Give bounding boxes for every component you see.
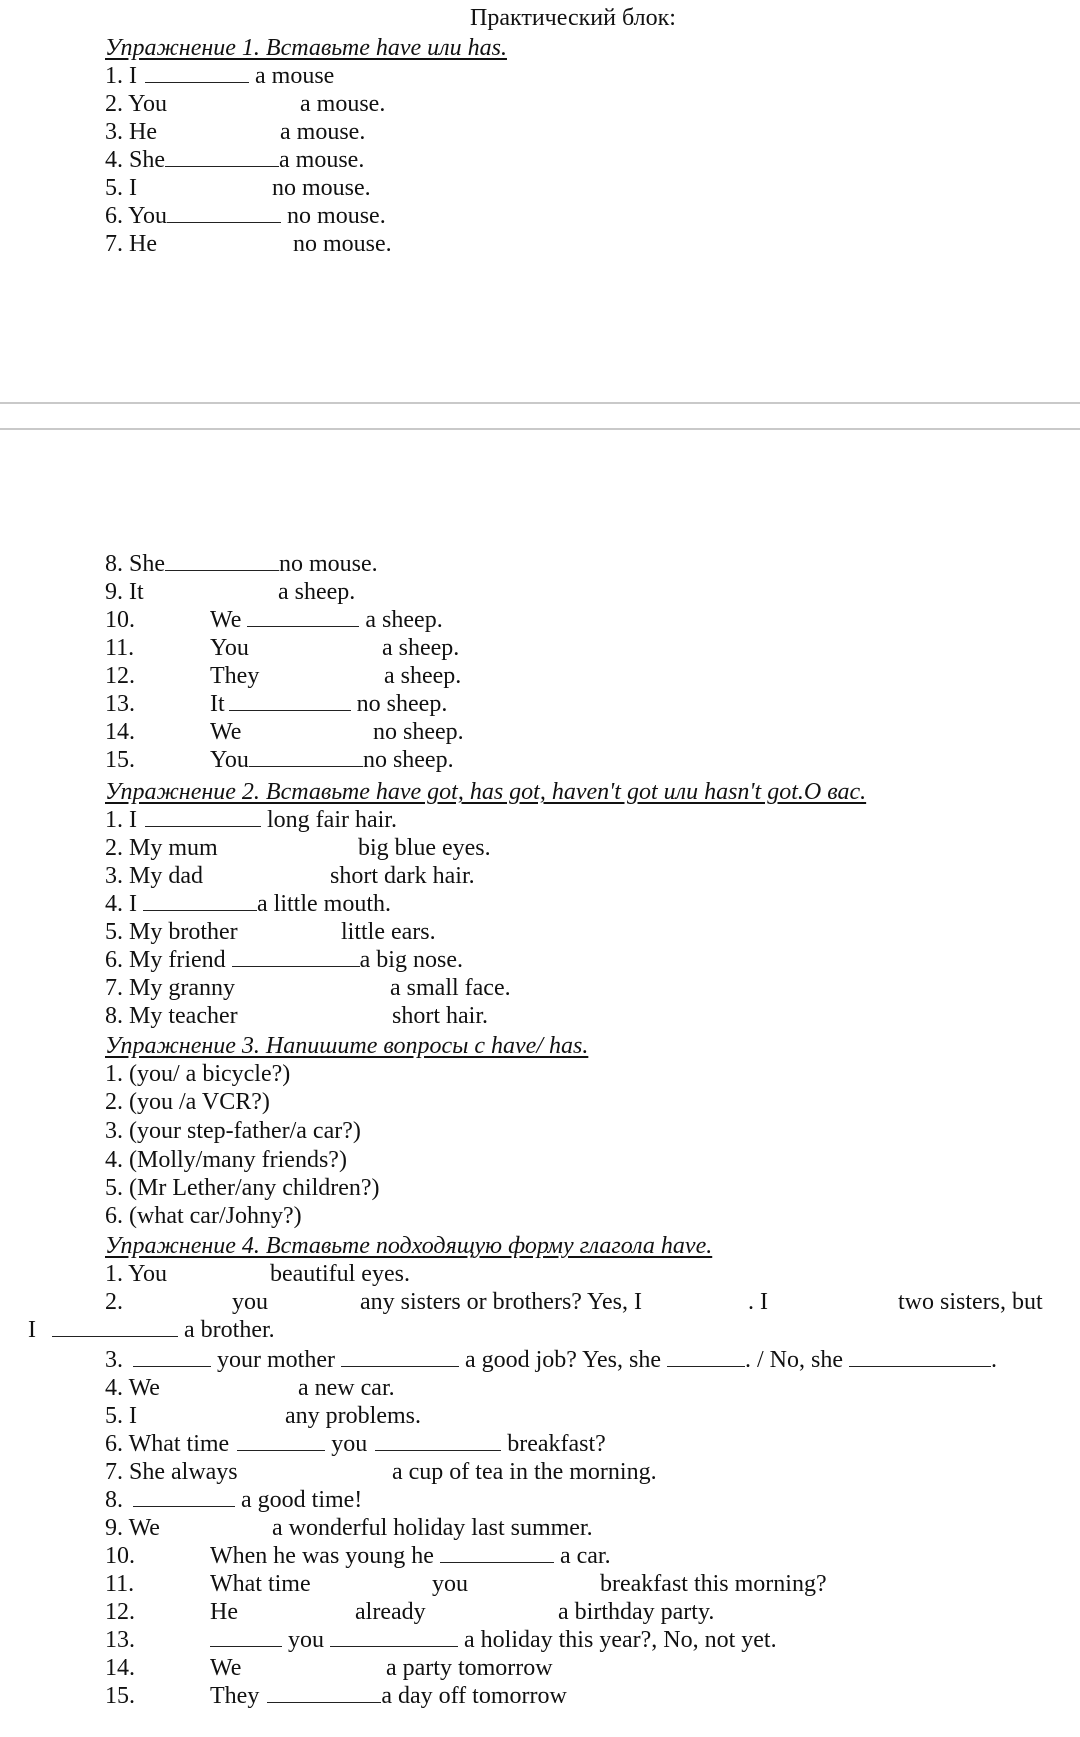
ex1-item-11-rest: a sheep. [382, 635, 460, 661]
ex3-item-3 [105, 1117, 361, 1145]
item-number: 8. [105, 1487, 123, 1513]
ex4-item-15 [210, 1682, 567, 1710]
ex1-item-3-rest: a mouse. [280, 119, 366, 145]
ex2-item-5-rest: little ears. [341, 919, 436, 945]
exercise-2-heading: Упражнение 2. Вставьте have got, has got, haven't got или hasn't got.О вас. [105, 779, 867, 805]
answer-blank[interactable] [210, 1628, 282, 1647]
ex4-item-7 [105, 1458, 238, 1486]
ex4-item-2-continued [28, 1316, 275, 1344]
exercise-4-heading: Упражнение 4. Вставьте подходящую форму глагола have. [105, 1233, 713, 1259]
item-rest: a holiday this year?, No, not yet. [464, 1627, 777, 1653]
item-subject: My granny [129, 975, 235, 1001]
item-number: 4. [105, 891, 123, 917]
item-subject: I [28, 1317, 36, 1343]
item-subject: You [210, 747, 249, 773]
ex4-item-14-number: 14. [105, 1655, 135, 1681]
answer-blank[interactable] [143, 892, 257, 911]
answer-blank[interactable] [237, 1432, 325, 1451]
answer-blank[interactable] [667, 1348, 745, 1367]
item-part: . [990, 1347, 997, 1373]
item-number: 3. [105, 1347, 123, 1373]
ex4-item-2-question: any sisters or brothers? Yes, I [360, 1289, 642, 1315]
ex2-item-8-rest: short hair. [392, 1003, 488, 1029]
ex1-item-3 [105, 118, 157, 146]
answer-blank[interactable] [267, 1684, 381, 1703]
item-subject: My teacher [129, 1003, 238, 1029]
answer-blank[interactable] [133, 1348, 211, 1367]
ex4-item-12-part-a: He [210, 1599, 238, 1625]
item-number: 6. [105, 1431, 123, 1457]
answer-blank[interactable] [440, 1544, 554, 1563]
ex3-item-4 [105, 1146, 347, 1174]
item-number: 5. [105, 1403, 123, 1429]
item-subject: She always [129, 1459, 238, 1485]
ex1-item-12-rest: a sheep. [384, 663, 462, 689]
item-subject: My mum [129, 835, 218, 861]
item-number: 9. [105, 1515, 123, 1541]
item-rest: no sheep. [356, 691, 448, 717]
ex1-item-14-number: 14. [105, 719, 135, 745]
ex2-item-4 [105, 890, 391, 918]
item-number: 5. [105, 175, 123, 201]
ex1-item-10-number: 10. [105, 607, 135, 633]
item-part: you [288, 1627, 324, 1653]
item-text: (Mr Lether/any children?) [129, 1175, 380, 1201]
ex2-item-2-rest: big blue eyes. [358, 835, 491, 861]
ex4-item-11-part-c: breakfast this morning? [600, 1571, 827, 1597]
ex1-item-12-subject: They [210, 663, 260, 689]
item-subject: You [128, 91, 168, 117]
ex4-item-10 [210, 1542, 611, 1570]
item-number: 6. [105, 1203, 123, 1229]
item-number: 9. [105, 579, 123, 605]
item-part: your mother [217, 1347, 335, 1373]
item-text: (you /a VCR?) [129, 1089, 270, 1115]
ex4-item-2-you: you [232, 1289, 268, 1315]
ex4-item-9 [105, 1514, 160, 1542]
item-number: 3. [105, 863, 123, 889]
item-rest: a mouse. [279, 147, 365, 173]
ex4-item-2-i: . I [748, 1289, 768, 1315]
answer-blank[interactable] [229, 692, 351, 711]
item-subject: He [129, 231, 157, 257]
item-number: 1. [105, 807, 123, 833]
ex1-item-13-number: 13. [105, 691, 135, 717]
item-rest: a mouse [255, 63, 335, 89]
ex1-item-4 [105, 146, 364, 174]
ex4-item-1-rest: beautiful eyes. [270, 1261, 410, 1287]
item-subject: My friend [129, 947, 226, 973]
item-subject: It [129, 579, 144, 605]
ex1-item-2-rest: a mouse. [300, 91, 386, 117]
item-number: 1. [105, 1061, 123, 1087]
ex4-item-2-number: 2. [105, 1289, 123, 1315]
item-subject: You [128, 1261, 168, 1287]
item-number: 5. [105, 919, 123, 945]
answer-blank[interactable] [341, 1348, 459, 1367]
ex1-item-15-number: 15. [105, 747, 135, 773]
answer-blank[interactable] [249, 748, 363, 767]
item-part: you [331, 1431, 368, 1457]
item-rest: a day off tomorrow [381, 1683, 567, 1709]
ex1-item-14-rest: no sheep. [373, 719, 464, 745]
item-number: 4. [105, 1375, 123, 1401]
item-rest: long fair hair. [267, 807, 397, 833]
item-number: 5. [105, 1175, 123, 1201]
item-rest: a brother. [184, 1317, 275, 1343]
ex4-item-8 [105, 1486, 362, 1514]
ex1-item-11-subject: You [210, 635, 249, 661]
ex1-item-12-number: 12. [105, 663, 135, 689]
ex1-item-5 [105, 174, 137, 202]
ex4-item-15-number: 15. [105, 1683, 135, 1709]
item-number: 1. [105, 63, 123, 89]
ex4-item-9-rest: a wonderful holiday last summer. [272, 1515, 593, 1541]
ex4-item-7-rest: a cup of tea in the morning. [392, 1459, 657, 1485]
item-rest: a little mouth. [257, 891, 391, 917]
exercise-3-heading: Упражнение 3. Напишите вопросы с have/ has. [105, 1033, 589, 1059]
ex2-item-1 [105, 806, 397, 834]
ex4-item-5-rest: any problems. [285, 1403, 421, 1429]
ex2-item-7-rest: a small face. [390, 975, 511, 1001]
item-subject: I [129, 891, 137, 917]
item-part: . / No, she [744, 1347, 843, 1373]
item-number: 4. [105, 1147, 123, 1173]
ex4-item-4-rest: a new car. [298, 1375, 395, 1401]
ex1-item-7 [105, 230, 157, 258]
item-number: 3. [105, 119, 123, 145]
item-number: 2. [105, 835, 123, 861]
ex4-item-11-number: 11. [105, 1571, 135, 1597]
item-rest: a car. [559, 1543, 611, 1569]
answer-blank[interactable] [232, 948, 360, 967]
answer-blank[interactable] [52, 1318, 178, 1337]
ex2-item-6 [105, 946, 463, 974]
item-part: When he was young he [210, 1543, 434, 1569]
ex4-item-2-two-sisters: two sisters, but [898, 1289, 1043, 1315]
item-number: 2. [105, 91, 123, 117]
item-number: 8. [105, 1003, 123, 1029]
ex4-item-11-part-b: you [432, 1571, 468, 1597]
item-subject: You [128, 203, 168, 229]
ex4-item-12-part-b: already [355, 1599, 426, 1625]
ex4-item-12-number: 12. [105, 1599, 135, 1625]
answer-blank[interactable] [849, 1348, 991, 1367]
item-number: 7. [105, 231, 123, 257]
item-rest: no sheep. [362, 747, 454, 773]
ex3-item-1 [105, 1060, 290, 1088]
ex4-item-5 [105, 1402, 137, 1430]
answer-blank[interactable] [247, 608, 359, 627]
item-number: 1. [105, 1261, 123, 1287]
item-rest: no mouse. [287, 203, 386, 229]
answer-blank[interactable] [375, 1432, 501, 1451]
item-text: (what car/Johny?) [129, 1203, 302, 1229]
ex4-item-4 [105, 1374, 160, 1402]
answer-blank[interactable] [330, 1628, 458, 1647]
item-number: 7. [105, 1459, 123, 1485]
ex2-item-2 [105, 834, 218, 862]
item-subject: My dad [129, 863, 203, 889]
item-number: 4. [105, 147, 123, 173]
item-text: (Molly/many friends?) [129, 1147, 347, 1173]
item-subject: I [129, 1403, 137, 1429]
item-subject: We [210, 607, 242, 633]
ex3-item-6 [105, 1202, 302, 1230]
ex4-item-1 [105, 1260, 167, 1288]
ex4-item-10-number: 10. [105, 1543, 135, 1569]
item-rest: no mouse. [279, 551, 378, 577]
ex3-item-2 [105, 1088, 270, 1116]
page-break-line [0, 402, 1080, 404]
item-part: What time [128, 1431, 230, 1457]
item-number: 3. [105, 1118, 123, 1144]
ex1-item-7-rest: no mouse. [293, 231, 392, 257]
item-subject: He [129, 119, 157, 145]
ex2-item-3-rest: short dark hair. [330, 863, 475, 889]
ex1-item-8 [105, 550, 378, 578]
ex4-item-12-part-c: a birthday party. [558, 1599, 715, 1625]
item-subject: She [129, 147, 165, 173]
ex4-item-14-rest: a party tomorrow [386, 1655, 553, 1681]
item-subject: I [129, 807, 137, 833]
block-title: Практический блок: [470, 5, 676, 31]
answer-blank[interactable] [165, 552, 279, 571]
ex4-item-6 [105, 1430, 606, 1458]
item-subject: It [210, 691, 225, 717]
ex1-item-2 [105, 90, 167, 118]
item-text: (you/ a bicycle?) [129, 1061, 291, 1087]
ex1-item-6 [105, 202, 386, 230]
item-subject: We [128, 1515, 160, 1541]
item-text: (your step-father/a car?) [129, 1118, 361, 1144]
ex1-item-10 [210, 606, 443, 634]
item-rest: a sheep. [365, 607, 443, 633]
answer-blank[interactable] [165, 148, 279, 167]
item-number: 8. [105, 551, 123, 577]
answer-blank[interactable] [145, 808, 261, 827]
exercise-1-heading: Упражнение 1. Вставьте have или has. [105, 35, 507, 61]
item-subject: I [129, 63, 137, 89]
ex3-item-5 [105, 1174, 380, 1202]
ex4-item-11-part-a: What time [210, 1571, 311, 1597]
item-rest: a big nose. [359, 947, 463, 973]
ex2-item-3 [105, 862, 203, 890]
ex1-item-11-number: 11. [105, 635, 135, 661]
item-subject: We [128, 1375, 160, 1401]
ex1-item-14-subject: We [210, 719, 242, 745]
item-number: 6. [105, 203, 123, 229]
item-subject: She [129, 551, 165, 577]
item-part: breakfast? [507, 1431, 606, 1457]
ex4-item-3 [105, 1346, 997, 1374]
ex1-item-1 [105, 62, 334, 90]
ex2-item-7 [105, 974, 235, 1002]
answer-blank[interactable] [145, 64, 249, 83]
item-rest: a good time! [241, 1487, 363, 1513]
answer-blank[interactable] [167, 204, 281, 223]
ex1-item-15 [210, 746, 454, 774]
item-part: a good job? Yes, she [464, 1347, 661, 1373]
ex4-item-14-subject: We [210, 1655, 242, 1681]
ex4-item-13 [210, 1626, 777, 1654]
ex1-item-9 [105, 578, 144, 606]
ex4-item-13-number: 13. [105, 1627, 135, 1653]
item-subject: My brother [129, 919, 238, 945]
ex2-item-5 [105, 918, 238, 946]
ex1-item-9-rest: a sheep. [278, 579, 356, 605]
ex1-item-13 [210, 690, 447, 718]
page-break-line [0, 428, 1080, 430]
ex2-item-8 [105, 1002, 238, 1030]
answer-blank[interactable] [133, 1488, 235, 1507]
item-subject: I [129, 175, 137, 201]
item-number: 6. [105, 947, 123, 973]
item-number: 7. [105, 975, 123, 1001]
ex1-item-5-rest: no mouse. [272, 175, 371, 201]
item-number: 2. [105, 1089, 123, 1115]
item-subject: They [210, 1683, 260, 1709]
